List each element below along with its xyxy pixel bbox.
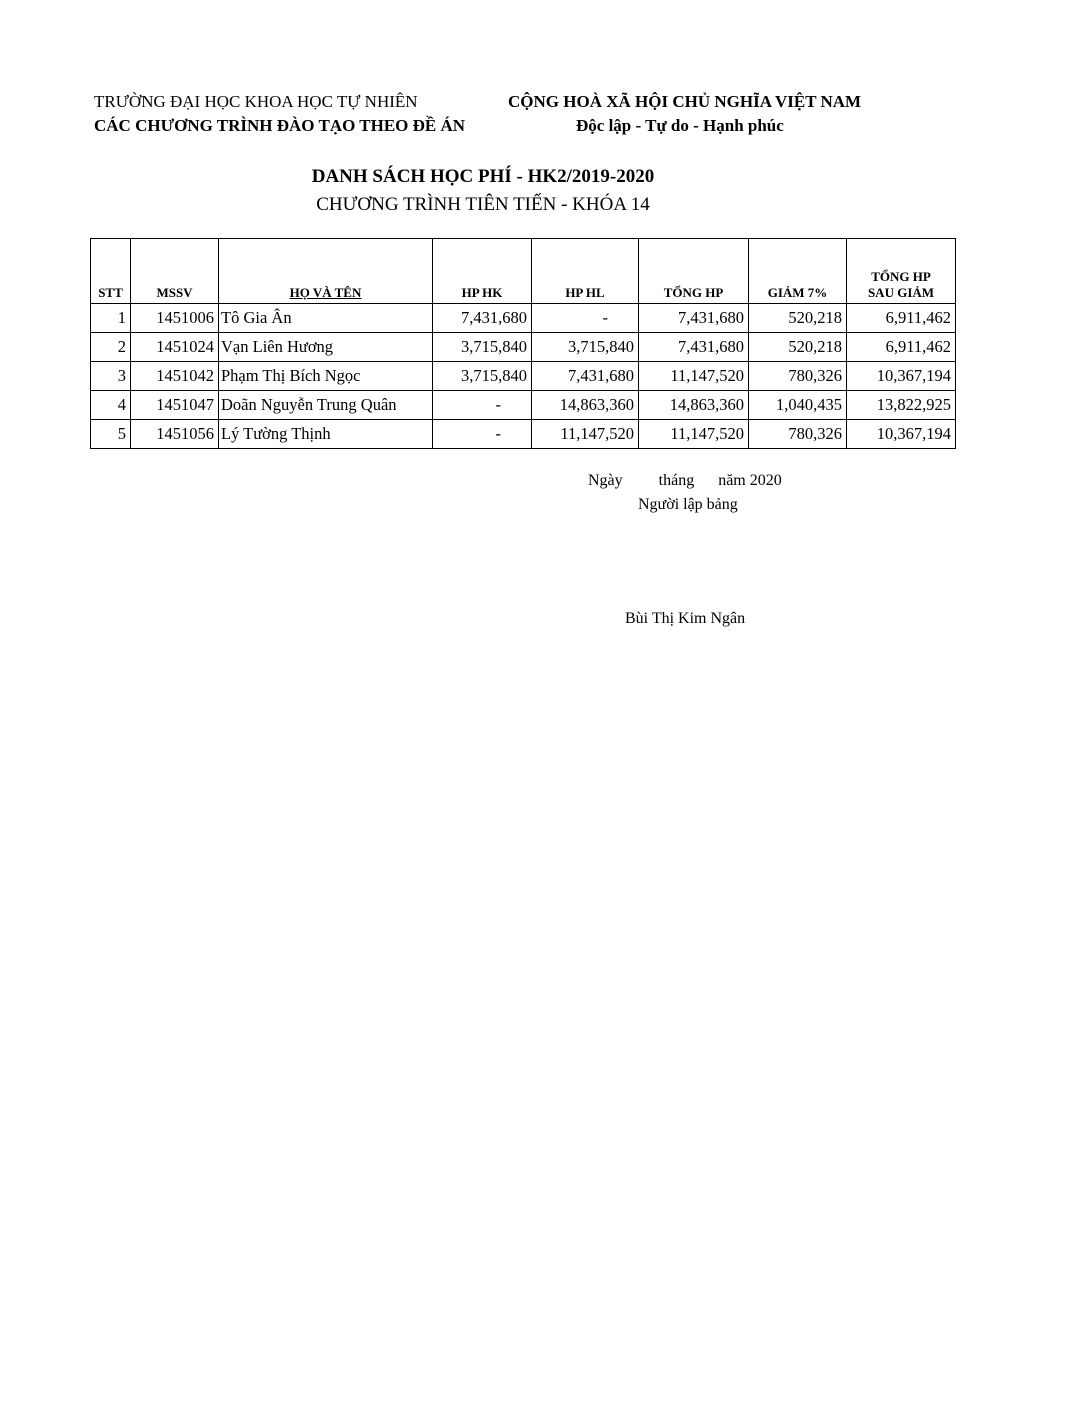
cell-hphl: -	[532, 304, 639, 333]
date-month-label: tháng	[658, 472, 695, 489]
col-header-stt: STT	[91, 239, 131, 304]
cell-tonghp: 7,431,680	[639, 333, 749, 362]
table-header-row	[91, 239, 956, 304]
cell-hphk: 7,431,680	[433, 304, 532, 333]
cell-sau-giam: 10,367,194	[847, 420, 956, 449]
cell-giam: 1,040,435	[749, 391, 847, 420]
cell-tonghp: 14,863,360	[639, 391, 749, 420]
col-header-sau-giam-line1: TỔNG HP	[871, 269, 931, 284]
date-year-label: năm 2020	[718, 472, 782, 489]
cell-giam: 520,218	[749, 333, 847, 362]
date-day-label: Ngày	[588, 472, 623, 489]
cell-hphl: 3,715,840	[532, 333, 639, 362]
cell-mssv: 1451006	[131, 304, 219, 333]
cell-hphk: -	[433, 420, 532, 449]
table-row	[91, 420, 956, 449]
cell-hphk: 3,715,840	[433, 362, 532, 391]
document-subtitle: CHƯƠNG TRÌNH TIÊN TIẾN - KHÓA 14	[316, 194, 650, 215]
table-row	[91, 391, 956, 420]
cell-hphk: 3,715,840	[433, 333, 532, 362]
cell-hphl: 14,863,360	[532, 391, 639, 420]
cell-hoten: Vạn Liên Hương	[219, 333, 433, 362]
cell-stt: 5	[91, 420, 131, 449]
cell-mssv: 1451042	[131, 362, 219, 391]
tuition-table	[90, 238, 956, 449]
table-row	[91, 362, 956, 391]
cell-hphl: 11,147,520	[532, 420, 639, 449]
cell-giam: 780,326	[749, 362, 847, 391]
cell-sau-giam: 6,911,462	[847, 304, 956, 333]
cell-giam: 520,218	[749, 304, 847, 333]
cell-hoten: Phạm Thị Bích Ngọc	[219, 362, 433, 391]
cell-hoten: Doãn Nguyễn Trung Quân	[219, 391, 433, 420]
col-header-sau-giam	[847, 239, 956, 304]
col-header-hphk: HP HK	[433, 239, 532, 304]
cell-mssv: 1451024	[131, 333, 219, 362]
cell-sau-giam: 6,911,462	[847, 333, 956, 362]
table-row	[91, 333, 956, 362]
cell-stt: 4	[91, 391, 131, 420]
national-title: CỘNG HOÀ XÃ HỘI CHỦ NGHĨA VIỆT NAM	[508, 92, 862, 111]
cell-stt: 3	[91, 362, 131, 391]
col-header-hoten: HỌ VÀ TÊN	[219, 239, 433, 304]
cell-stt: 2	[91, 333, 131, 362]
col-header-hphl: HP HL	[532, 239, 639, 304]
institution-name: TRƯỜNG ĐẠI HỌC KHOA HỌC TỰ NHIÊN	[94, 92, 418, 111]
cell-tonghp: 11,147,520	[639, 420, 749, 449]
program-unit: CÁC CHƯƠNG TRÌNH ĐÀO TẠO THEO ĐỀ ÁN	[94, 116, 466, 135]
signature-date	[588, 472, 782, 490]
cell-hphk: -	[433, 391, 532, 420]
cell-sau-giam: 13,822,925	[847, 391, 956, 420]
cell-giam: 780,326	[749, 420, 847, 449]
cell-hphl: 7,431,680	[532, 362, 639, 391]
col-header-tonghp: TỔNG HP	[639, 239, 749, 304]
cell-tonghp: 11,147,520	[639, 362, 749, 391]
cell-sau-giam: 10,367,194	[847, 362, 956, 391]
cell-mssv: 1451056	[131, 420, 219, 449]
col-header-mssv: MSSV	[131, 239, 219, 304]
national-motto: Độc lập - Tự do - Hạnh phúc	[576, 116, 784, 135]
col-header-giam: GIẢM 7%	[749, 239, 847, 304]
cell-mssv: 1451047	[131, 391, 219, 420]
cell-hoten: Lý Tường Thịnh	[219, 420, 433, 449]
cell-tonghp: 7,431,680	[639, 304, 749, 333]
col-header-sau-giam-line2: SAU GIẢM	[867, 285, 935, 300]
cell-stt: 1	[91, 304, 131, 333]
signature-name: Bùi Thị Kim Ngân	[625, 610, 746, 627]
signature-role: Người lập bảng	[638, 496, 738, 513]
table-row	[91, 304, 956, 333]
cell-hoten: Tô Gia Ân	[219, 304, 433, 333]
document-title: DANH SÁCH HỌC PHÍ - HK2/2019-2020	[311, 166, 655, 187]
